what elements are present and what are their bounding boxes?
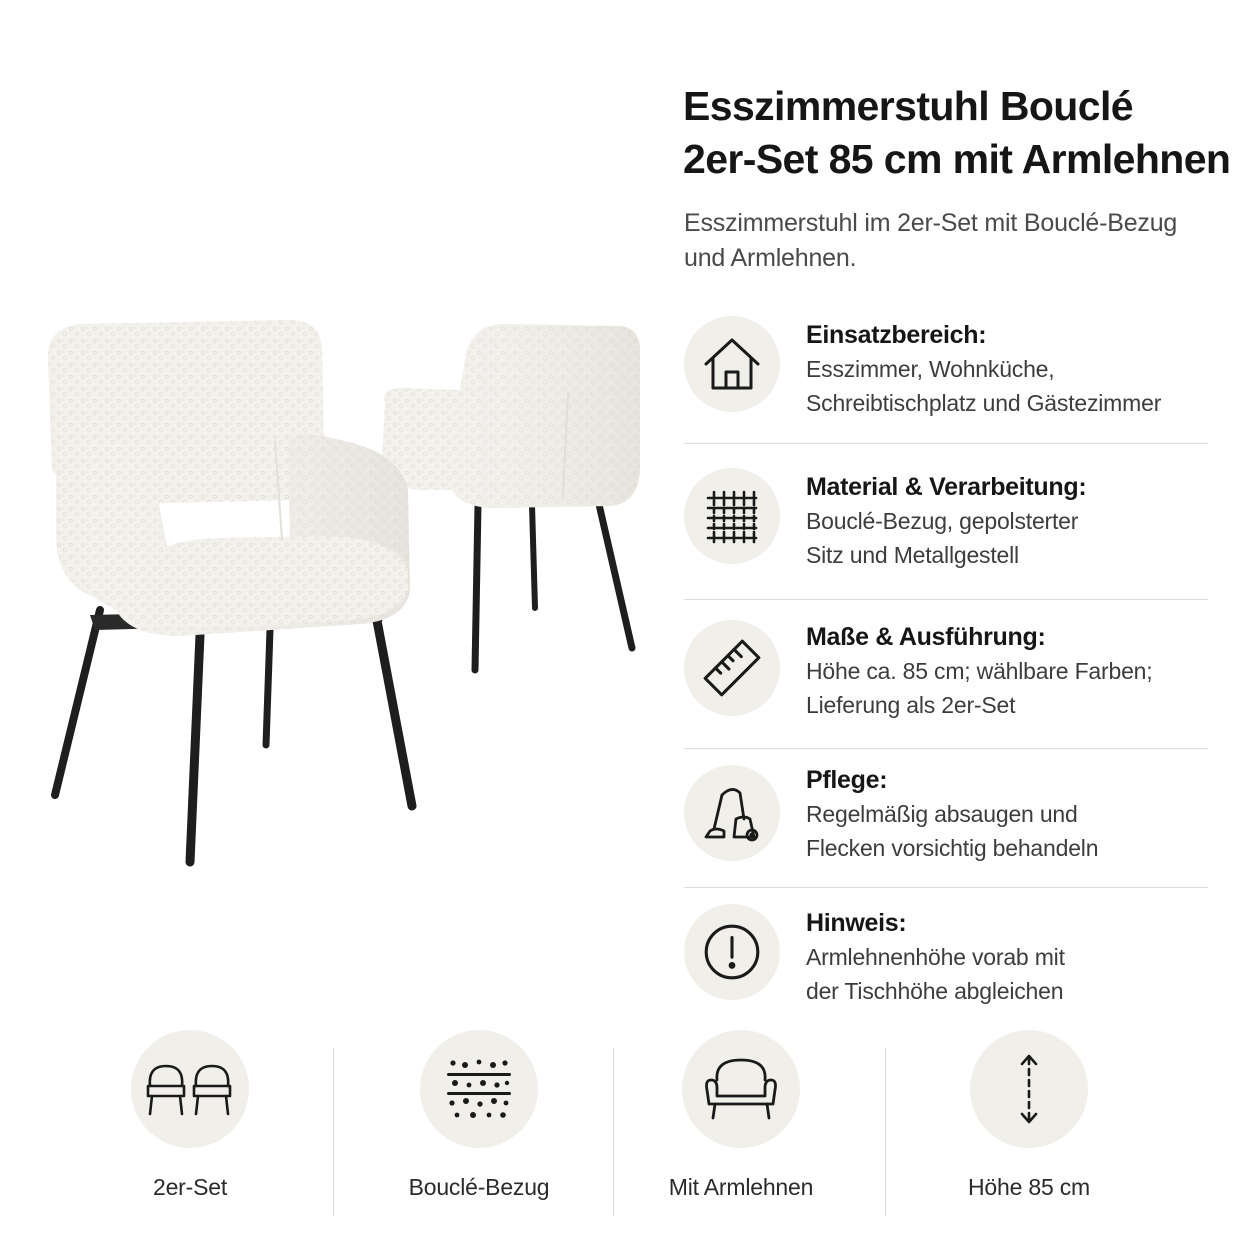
- feature-item-masse: [684, 600, 1208, 749]
- ruler-icon: [684, 620, 780, 716]
- product-title-line-1: Esszimmerstuhl Bouclé: [683, 83, 1133, 129]
- feature-title: Einsatzbereich:: [806, 321, 987, 349]
- chair-front-view: [48, 320, 412, 862]
- feature-list: [684, 310, 1208, 1018]
- feature-description: [806, 504, 1216, 572]
- feature-item-einsatzbereich: [684, 310, 1208, 444]
- two-chairs-icon: [131, 1030, 249, 1148]
- badge-hoehe: [929, 1030, 1129, 1201]
- feature-description-line: Regelmäßig absaugen und: [806, 801, 1078, 827]
- feature-description: [806, 797, 1216, 865]
- feature-badges: [0, 1030, 1254, 1210]
- badge-2er-set: [90, 1030, 290, 1201]
- product-title-line-2: 2er-Set 85 cm mit Armlehnen: [683, 136, 1231, 182]
- badge-boucle-bezug: [379, 1030, 579, 1201]
- product-title: [683, 80, 1243, 186]
- feature-description-line: Sitz und Metallgestell: [806, 542, 1019, 568]
- height-arrow-icon: [970, 1030, 1088, 1148]
- feature-description: [806, 352, 1216, 420]
- feature-item-pflege: [684, 749, 1208, 888]
- fabric-weave-icon: [684, 468, 780, 564]
- subtitle-line-1: Esszimmerstuhl im 2er-Set mit Bouclé-Bezug: [684, 209, 1178, 237]
- feature-description-line: Armlehnenhöhe vorab mit: [806, 944, 1065, 970]
- feature-title: Hinweis:: [806, 909, 907, 937]
- exclamation-icon: [684, 904, 780, 1000]
- badge-label: 2er-Set: [152, 1174, 228, 1200]
- feature-description-line: Bouclé-Bezug, gepolsterter: [806, 508, 1079, 534]
- badge-label: Bouclé-Bezug: [408, 1174, 550, 1200]
- feature-title: Pflege:: [806, 766, 888, 794]
- feature-description-line: Lieferung als 2er-Set: [806, 692, 1016, 718]
- feature-description-line: Esszimmer, Wohnküche,: [806, 356, 1055, 382]
- badge-divider: [613, 1048, 614, 1216]
- product-image-chairs: [20, 290, 660, 890]
- feature-title: Maße & Ausführung:: [806, 623, 1046, 651]
- badge-divider: [333, 1048, 334, 1216]
- product-subtitle: [684, 206, 1244, 276]
- vacuum-cleaner-icon: [684, 765, 780, 861]
- chair-back-view: [382, 324, 640, 670]
- feature-item-hinweis: [684, 888, 1208, 1018]
- badge-divider: [885, 1048, 886, 1216]
- badge-label: Höhe 85 cm: [967, 1174, 1090, 1200]
- feature-description-line: Flecken vorsichtig behandeln: [806, 835, 1099, 861]
- feature-title: Material & Verarbeitung:: [806, 473, 1087, 501]
- feature-item-material: [684, 444, 1208, 600]
- armchair-icon: [682, 1030, 800, 1148]
- feature-description-line: Schreibtischplatz und Gästezimmer: [806, 390, 1162, 416]
- badge-label: Mit Armlehnen: [668, 1174, 814, 1200]
- feature-description-line: Höhe ca. 85 cm; wählbare Farben;: [806, 658, 1153, 684]
- badge-mit-armlehnen: [641, 1030, 841, 1201]
- subtitle-line-2: und Armlehnen.: [684, 244, 857, 272]
- feature-description: [806, 654, 1216, 722]
- feature-description-line: der Tischhöhe abgleichen: [806, 978, 1064, 1004]
- feature-description: [806, 940, 1216, 1008]
- house-icon: [684, 316, 780, 412]
- boucle-texture-icon: [420, 1030, 538, 1148]
